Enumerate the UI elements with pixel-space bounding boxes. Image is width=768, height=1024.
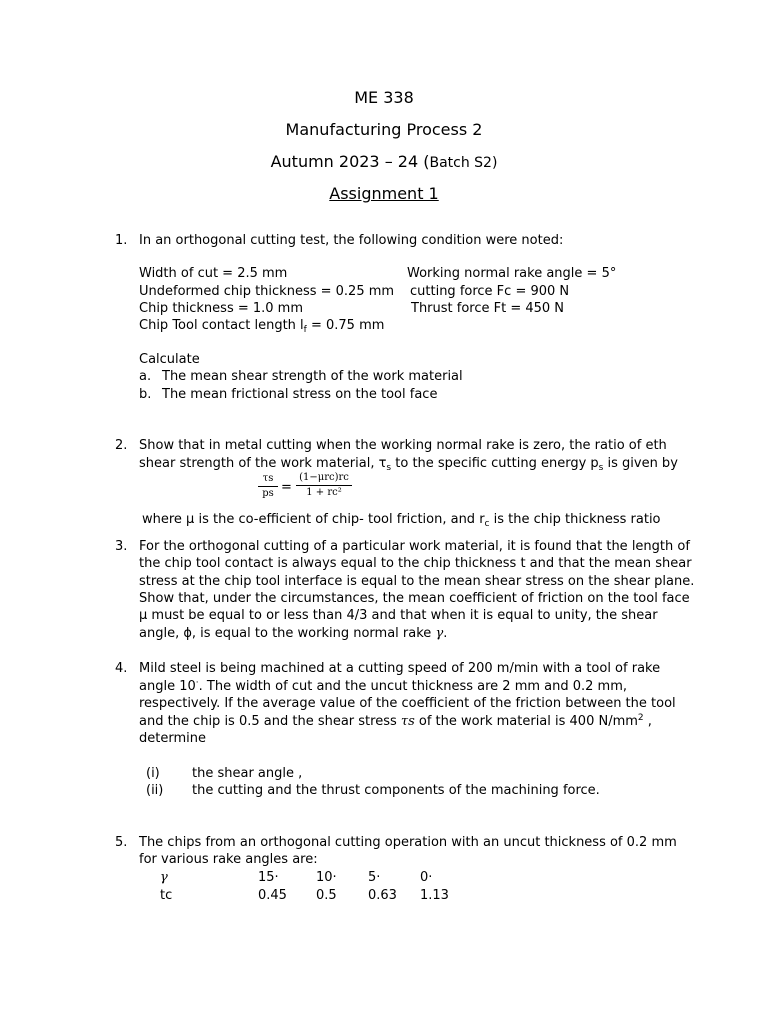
q1-chip: Chip thickness = 1.0 mm <box>139 301 304 316</box>
term-main: Autumn 2023 – 24 ( <box>270 152 430 171</box>
q2-line2-b: to the specific cutting energy p <box>391 456 599 471</box>
q5-number: 5. <box>115 835 128 850</box>
q2-line2 <box>139 455 678 473</box>
q2-equals: = <box>281 480 292 495</box>
q2-where-sub: c <box>484 519 490 529</box>
subject-title: Manufacturing Process 2 <box>285 120 483 139</box>
q4-tau: τs <box>400 714 415 729</box>
q1-b-text: The mean frictional stress on the tool face <box>162 387 438 402</box>
table-cell: 0· <box>420 870 433 885</box>
q2-where <box>142 511 661 529</box>
q2-lhs-den: ps <box>262 488 274 499</box>
tc-label-text: tc <box>160 888 173 903</box>
q2-lhs-num: τs <box>262 473 274 484</box>
assignment-title <box>0 183 768 205</box>
q1-width: Width of cut = 2.5 mm <box>139 266 288 281</box>
q1-rake: Working normal rake angle = 5° <box>407 266 617 281</box>
q4-determine: determine <box>139 731 206 746</box>
q2-where-a: where μ is the co-efficient of chip- tool friction, and r <box>142 512 485 527</box>
q2-number: 2. <box>115 438 128 453</box>
q4-line3: respectively. If the average value of the coefficient of the friction between the tool <box>139 696 676 711</box>
table-cell: 0.63 <box>368 888 397 903</box>
q1-calculate: Calculate <box>139 352 200 367</box>
table-row <box>150 869 472 887</box>
q4-i-text: the shear angle , <box>192 766 303 781</box>
q1-intro: In an orthogonal cutting test, the following condition were noted: <box>139 233 564 248</box>
term-batch: Batch S2) <box>429 155 498 171</box>
q2-line1: Show that in metal cutting when the working normal rake is zero, the ratio of eth <box>139 438 667 453</box>
q1-cutting: cutting force Fc = 900 N <box>410 284 570 299</box>
q1-undeformed: Undeformed chip thickness = 0.25 mm <box>139 284 395 299</box>
q2-line2-a: shear strength of the work material, τ <box>139 456 387 471</box>
q3-line6-b: . <box>443 626 448 641</box>
q4-i-label: (i) <box>146 766 160 781</box>
q3-line6-a: angle, ϕ, is equal to the working normal rake <box>139 626 436 641</box>
q4-sup: 2 <box>637 713 644 723</box>
q2-lhs-fraction <box>258 473 278 500</box>
q1-contact <box>139 317 384 335</box>
q3-line3: stress at the chip tool interface is equal to the mean shear stress on the shear plane. <box>139 574 695 589</box>
gamma-label: γ <box>160 870 168 885</box>
q5-line1: The chips from an orthogonal cutting operation with an uncut thickness of 0.2 mm <box>139 835 677 850</box>
q4-line4-a: and the chip is 0.5 and the shear stress <box>139 714 401 729</box>
q4-ii-label: (ii) <box>146 783 164 798</box>
table-cell: 0.5 <box>316 888 337 903</box>
q2-line2-sub2: s <box>598 463 604 473</box>
q1-contact-pre: Chip Tool contact length l <box>139 318 304 333</box>
q2-where-b: is the chip thickness ratio <box>489 512 661 527</box>
q4-line2-b: . The width of cut and the uncut thickness are 2 mm and 0.2 mm, <box>198 679 628 694</box>
table-cell: 10· <box>316 870 337 885</box>
q1-thrust: Thrust force Ft = 450 N <box>411 301 565 316</box>
q1-number: 1. <box>115 233 128 248</box>
table-cell: 0.45 <box>258 888 287 903</box>
q3-line1: For the orthogonal cutting of a particular work material, it is found that the length of <box>139 539 690 554</box>
rake-chip-table <box>150 869 472 905</box>
q1-a-label: a. <box>139 369 152 384</box>
q3-gamma: γ <box>435 626 444 641</box>
q2-rhs-bar <box>296 485 352 486</box>
term-line <box>0 151 768 174</box>
q4-line2 <box>139 678 627 696</box>
q2-rhs-fraction <box>296 472 352 499</box>
q3-line6 <box>139 625 447 643</box>
q2-lhs-bar <box>258 486 278 487</box>
q4-line4-c: , <box>643 714 652 729</box>
table-cell: 15· <box>258 870 279 885</box>
q1-a-text: The mean shear strength of the work material <box>162 369 463 384</box>
q4-line1: Mild steel is being machined at a cutting speed of 200 m/min with a tool of rake <box>139 661 661 676</box>
q4-number: 4. <box>115 661 128 676</box>
q3-line5: μ must be equal to or less than 4/3 and that when it is equal to unity, the shear <box>139 608 658 623</box>
q2-rhs-den: 1 + rc² <box>306 487 342 498</box>
q4-ii-text: the cutting and the thrust components of the machining force. <box>192 783 600 798</box>
table-cell: 5· <box>368 870 381 885</box>
q2-line2-c: is given by <box>603 456 678 471</box>
table-cell: 1.13 <box>420 888 449 903</box>
q2-line2-sub: s <box>386 463 392 473</box>
course-code: ME 338 <box>354 88 414 107</box>
q1-b-label: b. <box>139 387 152 402</box>
q4-line4 <box>139 713 652 731</box>
q3-line2: the chip tool contact is always equal to the chip thickness t and that the mean shear <box>139 556 692 571</box>
q4-line4-b: of the work material is 400 N/mm <box>414 714 638 729</box>
q1-contact-post: = 0.75 mm <box>306 318 385 333</box>
q5-line2: for various rake angles are: <box>139 852 318 867</box>
q3-line4: Show that, under the circumstances, the mean coefficient of friction on the tool face <box>139 591 690 606</box>
tc-label <box>150 887 258 905</box>
q3-number: 3. <box>115 539 128 554</box>
q2-rhs-num: (1−μrc)rc <box>299 472 349 483</box>
q1-contact-sub: f <box>303 325 307 335</box>
assignment-title-text: Assignment 1 <box>329 184 439 203</box>
table-row <box>150 887 472 905</box>
q4-line2-a: angle 10 <box>139 679 196 694</box>
q4-degree: · <box>195 678 199 688</box>
